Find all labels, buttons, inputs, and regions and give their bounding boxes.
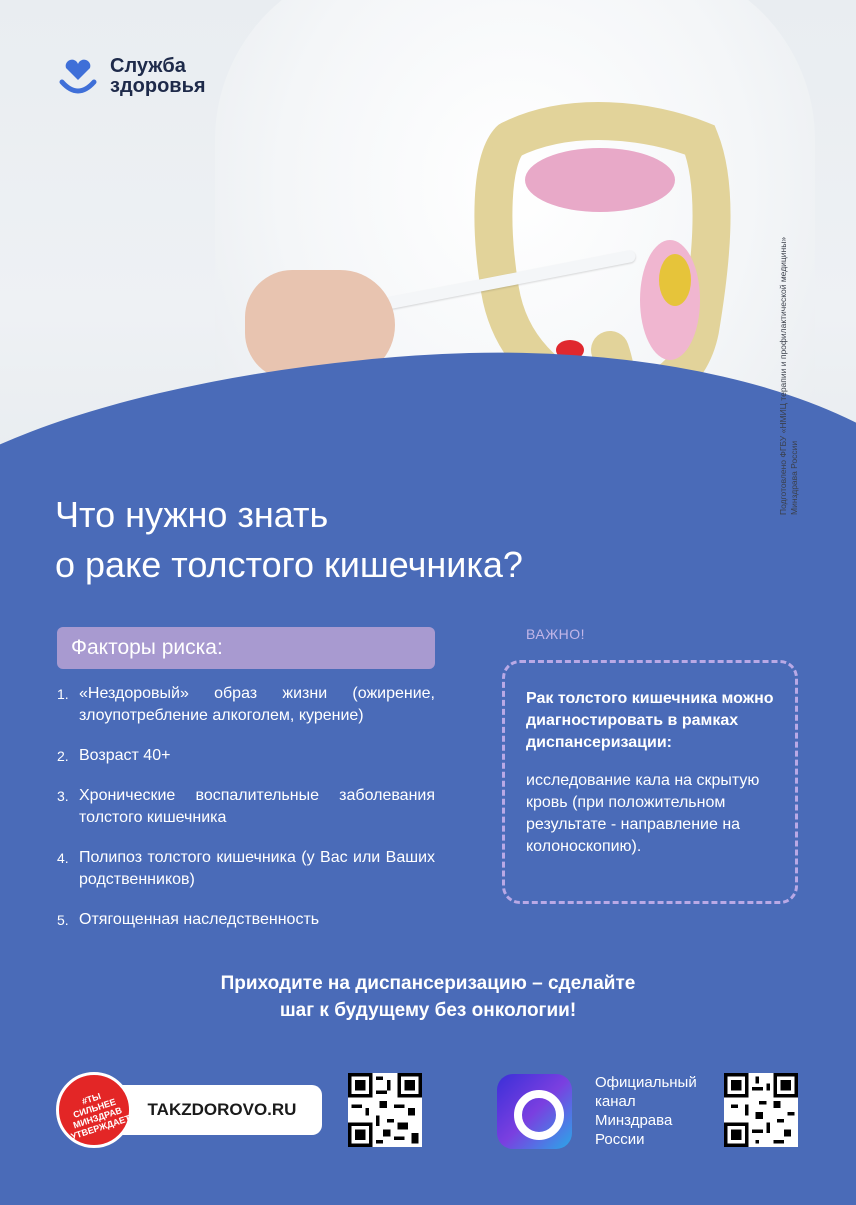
item-number: 5. xyxy=(57,912,69,928)
site-link[interactable]: TAKZDOROVO.RU xyxy=(122,1085,322,1135)
call-to-action xyxy=(0,970,856,1024)
credit-text: Подготовлено ФГБУ «НМИЦ терапии и профилактической медицины» Минздрава России xyxy=(778,236,799,515)
item-text: «Нездоровый» образ жизни (ожирение, злоупотребление алкоголем, курение) xyxy=(79,685,435,724)
list-item xyxy=(57,683,435,727)
badge-text: #ТЫ СИЛЬНЕЕ МИНЗДРАВ УТВЕРЖДАЕТ xyxy=(69,1090,132,1142)
item-text: Полипоз толстого кишечника (у Вас или Ваших родственников) xyxy=(79,849,435,888)
item-number: 2. xyxy=(57,748,69,764)
item-number: 4. xyxy=(57,850,69,866)
item-text: Хронические воспалительные заболевания толстого кишечника xyxy=(79,787,435,826)
logo-line-2: здоровья xyxy=(110,75,206,97)
list-item xyxy=(57,785,435,829)
important-heading: Рак толстого кишечника можно диагностировать в рамках диспансеризации: xyxy=(526,690,774,751)
item-number: 1. xyxy=(57,686,69,702)
list-item xyxy=(57,847,435,891)
title-line-1: Что нужно знать xyxy=(55,494,329,535)
service-logo xyxy=(56,54,206,98)
qr-code-site[interactable] xyxy=(348,1073,422,1147)
app-icon-ring xyxy=(514,1090,564,1140)
item-number: 3. xyxy=(57,788,69,804)
logo-line-1: Служба xyxy=(110,55,186,77)
list-item xyxy=(57,745,435,767)
item-text: Отягощенная наследственность xyxy=(79,911,320,928)
risk-factors-list xyxy=(57,683,435,949)
title-line-2: о раке толстого кишечника? xyxy=(55,544,523,585)
campaign-badge xyxy=(56,1072,132,1148)
cta-line-2: шаг к будущему без онкологии! xyxy=(279,1000,577,1021)
list-item xyxy=(57,909,435,931)
important-text: исследование кала на скрытую кровь (при положительном результате - направление на колоноскопию). xyxy=(526,772,760,855)
cta-line-1: Приходите на диспансеризацию – сделайте xyxy=(220,973,636,994)
item-text: Возраст 40+ xyxy=(79,747,171,764)
messenger-app-icon[interactable] xyxy=(497,1074,572,1149)
heart-smile-icon xyxy=(56,54,100,98)
page-title xyxy=(55,490,523,590)
important-label: ВАЖНО! xyxy=(526,626,586,642)
logo-text xyxy=(110,56,206,96)
official-channel-text: Официальный канал Минздрава России xyxy=(595,1074,697,1148)
qr-code-channel[interactable] xyxy=(724,1073,798,1147)
risk-factors-header: Факторы риска: xyxy=(57,627,435,669)
